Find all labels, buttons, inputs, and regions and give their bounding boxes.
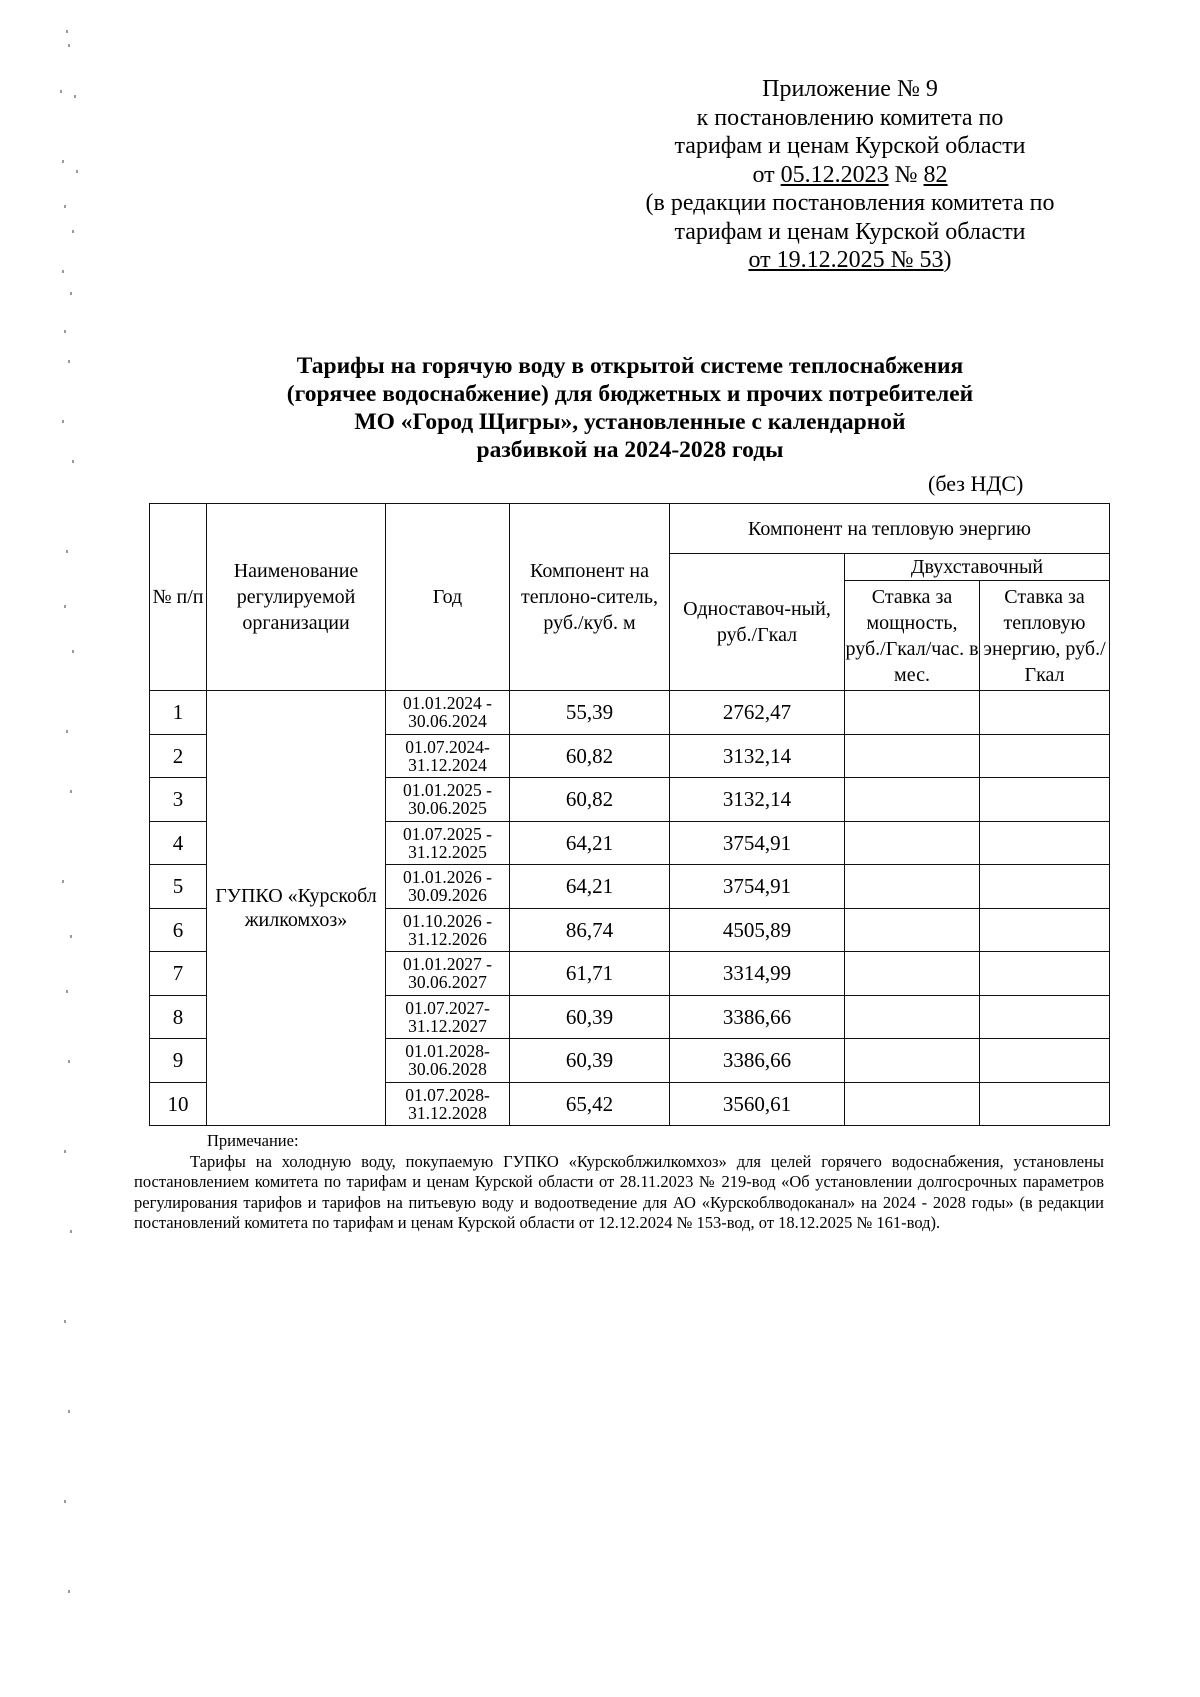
tariff-table	[149, 503, 1110, 1126]
header-single-rate: Одноставоч-ный, руб./Гкал	[670, 554, 845, 691]
appendix-number: Приложение № 9	[762, 76, 938, 102]
footnote-text: Тарифы на холодную воду, покупаемую ГУПКО «Курскоблжилкомхоз» для целей горячего водоснабжения, установлены постановлением комитета по тарифам и ценам Курской области от 28.11.2023 № 219-вод «Об установлении долгосрочных параметров регулирования тарифов и тарифов на питьевую воду и водоотведение для АО «Курскоблводоканал» на 2024 - 2028 годы» (в редакции постановлений комитета по тарифам и ценам Курской области от 12.12.2024 № 153-вод, от 18.12.2025 № 161-вод).	[134, 1151, 1104, 1232]
resolution-date: 05.12.2023	[780, 161, 889, 188]
table-row: 6 01.10.2026 - 31.12.2026 86,74 4505,89	[150, 908, 1110, 952]
vat-note: (без НДС)	[928, 471, 1024, 496]
amendment-ref: от 19.12.2025 № 53	[748, 247, 944, 273]
document-title: Тарифы на горячую воду в открытой системе теплоснабжения (горячее водоснабжение) для бюджетных и прочих потребителей МО «Город Щигры», установленные с календарной разбивкой на 2024-2028 годы	[286, 353, 974, 463]
table-row: 8 01.07.2027- 31.12.2027 60,39 3386,66	[150, 995, 1110, 1039]
table-row: 9 01.01.2028- 30.06.2028 60,39 3386,66	[150, 1039, 1110, 1083]
amendment-line: от 19.12.2025 № 53)	[748, 247, 952, 273]
footnote	[134, 1131, 1104, 1234]
scan-edge-specks	[58, 30, 88, 1650]
table-row: 1 ГУПКО «Курскобл жилкомхоз» 01.01.2024 - 30.06.2024 55,39 2762,47	[150, 691, 1110, 735]
header-energy-rate: Ставка за тепловую энергию, руб./Гкал	[980, 581, 1110, 691]
appendix-header: Приложение № 9 к постановлению комитета по тарифам и ценам Курской области от 05.12.2023 № 82 (в редакции постановления комитета по тарифам и ценам Курской области от 19.12.2025 № 53)	[600, 75, 1100, 275]
table-row: 2 01.07.2024- 31.12.2024 60,82 3132,14	[150, 734, 1110, 778]
header-two-part: Двухставочный	[845, 554, 1110, 581]
header-heat-energy-group: Компонент на тепловую энергию	[670, 504, 1110, 554]
organization-cell: ГУПКО «Курскобл жилкомхоз»	[207, 691, 386, 1126]
header-organization: Наименование регулируемой организации	[207, 504, 386, 691]
footnote-label: Примечание:	[207, 1131, 299, 1150]
table-row: 5 01.01.2026 - 30.09.2026 64,21 3754,91	[150, 865, 1110, 909]
table-row: 10 01.07.2028- 31.12.2028 65,42 3560,61	[150, 1082, 1110, 1126]
header-year: Год	[386, 504, 510, 691]
table-row: 3 01.01.2025 - 30.06.2025 60,82 3132,14	[150, 778, 1110, 822]
header-heat-carrier: Компонент на теплоно-ситель, руб./куб. м	[510, 504, 670, 691]
resolution-number: 82	[923, 161, 948, 188]
table-row: 4 01.07.2025 - 31.12.2025 64,21 3754,91	[150, 821, 1110, 865]
resolution-date-line: от 05.12.2023 № 82	[752, 161, 948, 188]
header-number: № п/п	[150, 504, 207, 691]
header-capacity-rate: Ставка за мощность, руб./Гкал/час. в мес.	[845, 581, 980, 691]
table-row: 7 01.01.2027 - 30.06.2027 61,71 3314,99	[150, 952, 1110, 996]
